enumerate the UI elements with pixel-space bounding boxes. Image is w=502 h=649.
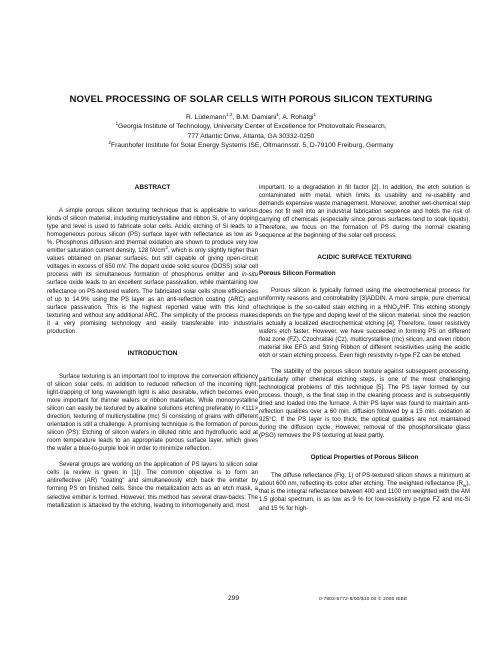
affiliation-2-text: Fraunhofer Institute for Solar Energy Systems ISE, Oltmannsstr. 5, D-79100 Freiburg, Germany <box>111 142 394 150</box>
psf-paragraph-2: The stability of the porous silicon texture against subsequent processing, particularly other chemical etching steps, is one of the most challenging technological problems of this technique [5]. The PS layer formed by our process, though, is the final step in the cleaning process and is subsequently dried and loaded into the furnace. A thin PS layer was found to maintain anti-reflection qualities over a 60 min. diffusion followed by a 15 min. oxidation at 925°C. If the PS layer is too thick, the optical qualities are not maintained during the diffusion cycle. However, removal of the phosphorsilicate glass (PSG) removes the PS texturing at least partly. <box>259 368 470 440</box>
abstract-sup: 2 <box>165 245 168 251</box>
affiliation-2-sup: 2 <box>108 139 112 145</box>
continued-paragraph: important, to a degradation in fill factor [2]. In addition, the etch solution is contaminated with metal, which limits its usability and re-usability and demands expensive waste management. Moreover, another wet-chemical step does not fit well into an industrial fabrication sequence and holds the risk of carrying off chemicals (especially since porous surfaces tend to soak liquids). Therefore, we focus on the formation of PS during the normal cleaning sequence at the beginning of the solar cell process. <box>259 185 470 240</box>
paper-title: NOVEL PROCESSING OF SOLAR CELLS WITH POROUS SILICON TEXTURING <box>69 94 433 105</box>
intro-paragraph-2: Several groups are working on the application of PS layers to silicon solar cells (a review is given in [1]). The common objective is to form an antireflective (AR) "coating" and simultaneously etch back the emitter by forming PS on finished cells. Since the metallization acts as an etch mask, a selective emitter is formed. However, this method has several draw-backs: The metallization is attacked by the etching, leading to inhomogeneity and, most <box>47 462 258 509</box>
optical-text-b: ), that is the integral reflectance between 400 and 1100 nm weighted with the AM 1.5 global spectrum, is as low as 9 % for low-resistivity p-type FZ and mc-Si and 15 % for high- <box>259 481 470 512</box>
porous-silicon-formation-heading: Porous Silicon Formation <box>259 270 336 278</box>
abstract-text-c: surface oxide leads to an excellent surface passivation, while maintaining low reflectance on PS-textured wafers. The fabricated solar cells show efficiencies of up to 14.9% using the PS layer as an anti-reflection coating (ARC) and surface passivation. This is the highest reported value with this kind of texturing and without any additional ARC. The simplicity of the process makes it a very promising technology and easily transferable into industrial production. <box>47 280 258 335</box>
author-sup-2: 1 <box>276 111 279 117</box>
optical-properties-heading: Optical Properties of Porous Silicon <box>310 454 419 462</box>
author-name-2: , B.M. Damiani <box>232 114 277 121</box>
psf-text-b: /HF. This etching strongly depends on the type and doping level of the silicon material, since the reaction is actually a localized electrochemical etching [4]. Therefore, lower resistivity wafers etch faster. However, we have succeeded in forming PS on different float zone (FZ), Czochralski (Cz), multicrystalline (mc) silicon, and even ribbon material like EFG and String Ribbon of different resistivities using the acidic etch or stain etching process. Even high resistivity n-type FZ can be etched. <box>259 304 470 359</box>
left-column <box>47 184 258 510</box>
copyright-code: 0-7803-5772-8/00/$10.00 © 2000 IEEE <box>319 597 408 602</box>
affiliation-1 <box>0 122 502 131</box>
right-column <box>259 184 470 513</box>
affiliation-1-sup: 1 <box>115 121 119 127</box>
author-name-1: R. Lüdemann <box>185 114 227 121</box>
abstract-text-a: A simple porous silicon texturing technique that is applicable to various kinds of silicon material, including multicrystalline and ribbon Si, of any doping type and level is used to fabricate solar cells. Acidic etching of Si leads to a homogeneous porous silicon (PS) surface layer with reflectance as low as 9 %. Phosphorus diffusion and thermal oxidation are shown to produce very low emitter saturation current density, 128 fA/cm <box>47 208 258 255</box>
affiliation-1-text: Georgia Institute of Technology, University Center of Excellence for Photovoltaic Research, <box>118 123 387 131</box>
abstract-text-b: , which is only slightly higher than values obtained on planar surfaces, but still capable of giving open-circuit voltages in excess of 650 mV. The dopant oxide solid source (DOSS) solar cell process with its simultaneous formation of phosphorus emitter and <box>47 248 258 279</box>
author-block <box>0 113 502 151</box>
author-name-3: , A. Rohatgi <box>278 114 314 121</box>
abstract-insitu: in-situ <box>241 272 258 279</box>
optical-text-a: The diffuse reflectance (Fig. 1) of PS-textured silicon shows a minimum at about 600 nm, reflecting its color after etching. The weighted reflectance (R <box>259 473 470 488</box>
author-line <box>0 113 502 122</box>
abstract-paragraph <box>47 207 258 336</box>
intro-paragraph-1: Surface texturing is an important tool to improve the conversion efficiency of silicon solar cells. In addition to reduced reflection of the incoming light, light-trapping of long wavelength light is also desirable, which becomes even more important for thinner wafers or ribbon materials. While monocrystalline silicon can easily be textured by alkaline solutions etching preferably in <111> direction, texturing of multicrystalline (mc) Si consisting of grains with different orientation is still a challenge. A promising technique is the formation of porous silicon (PS): Etching of silicon wafers in diluted nitric and hydrofluoric acid at room temperature leads to an appropriate porous surface layer, which gives the wafer a blue-to-purple look in order to minimize reflection. <box>47 373 258 453</box>
abstract-heading: ABSTRACT <box>134 184 171 191</box>
page-number: 299 <box>228 595 240 602</box>
acidic-texturing-heading: ACIDIC SURFACE TEXTURING <box>317 254 412 262</box>
optical-sub: w <box>462 483 467 489</box>
author-sup-3: 1 <box>313 111 317 117</box>
affiliation-2 <box>0 141 502 150</box>
author-sup-1: 1,2 <box>226 111 233 117</box>
psf-sub: 3 <box>396 306 400 312</box>
psf-paragraph-1 <box>259 287 470 359</box>
introduction-heading: INTRODUCTION <box>127 349 178 357</box>
affiliation-1-address: 777 Atlantic Drive, Atlanta, GA 30332-0250 <box>187 132 315 140</box>
optical-paragraph-1 <box>259 472 470 512</box>
psf-text-a: Porous silicon is typically formed using the electrochemical process for uniformity reasons and controllability [3]ADDIN. A more simple, pure chemical technique is the so-called stain etching in a HNO <box>259 288 470 311</box>
